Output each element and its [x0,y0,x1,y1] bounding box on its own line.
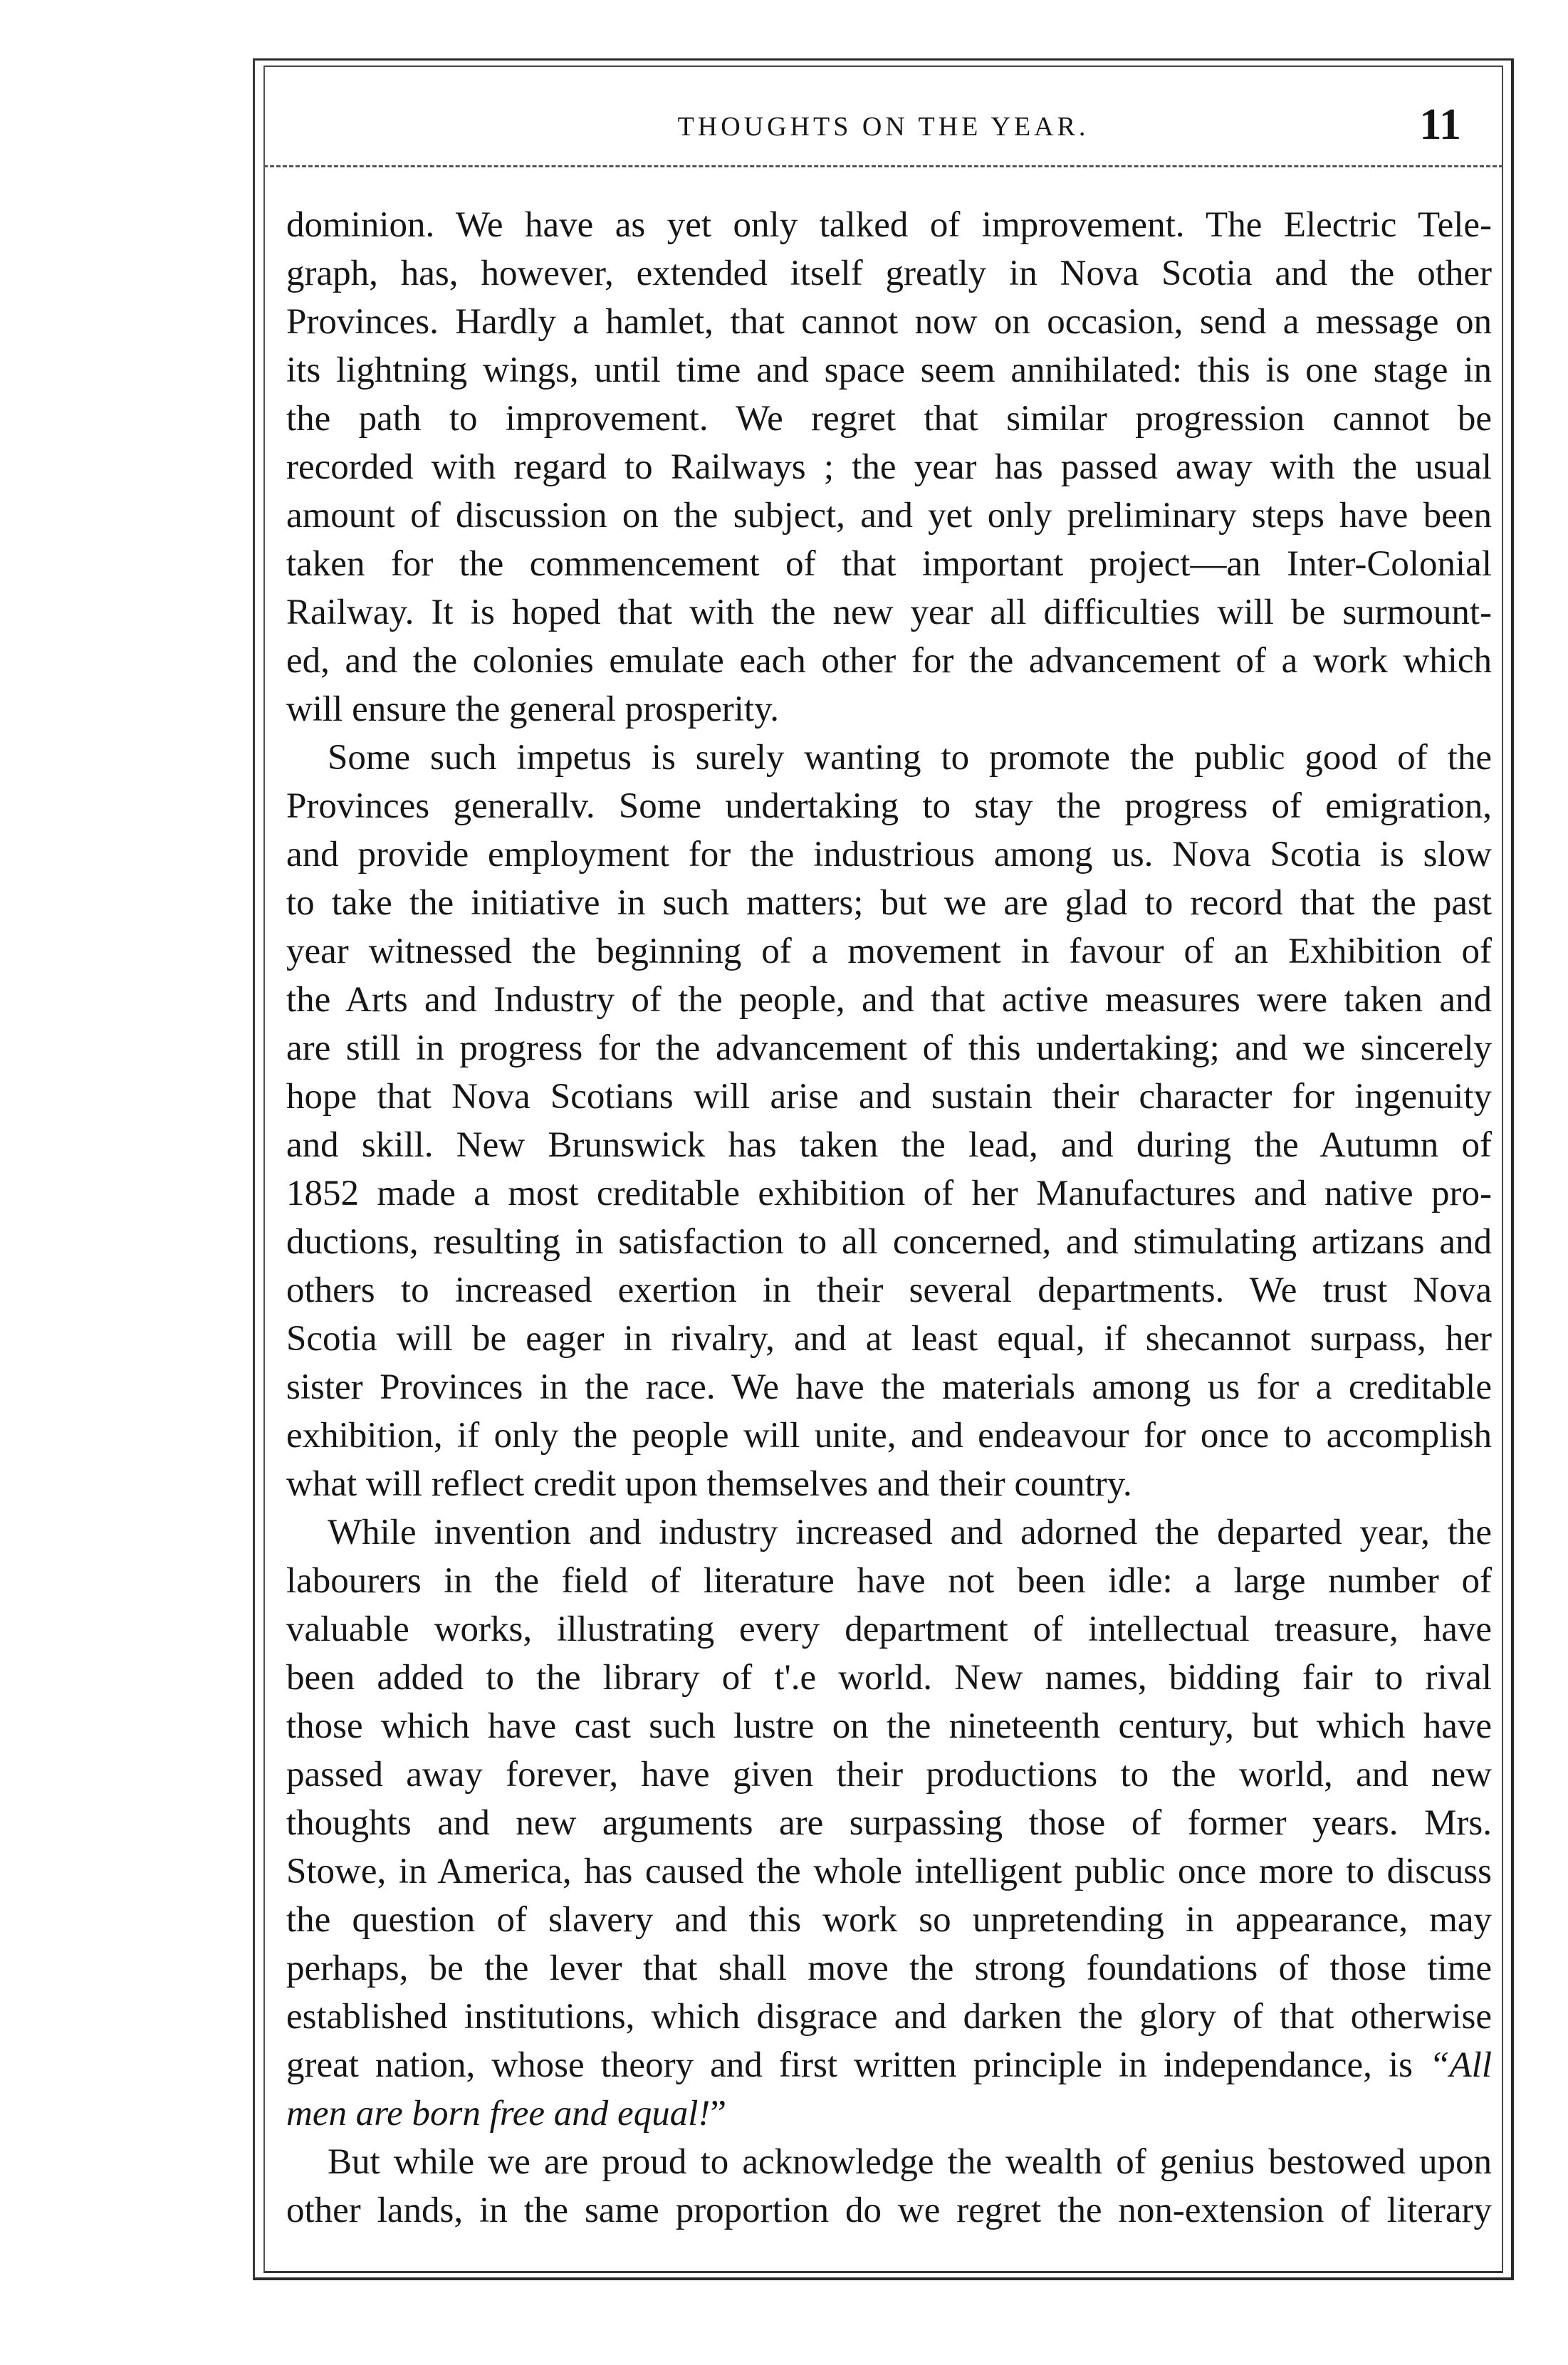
text-line: dominion. We have as yet only talked of improvement. The Electric Tele- [286,205,1492,245]
text-line: Some such impetus is surely wanting to promote the public good of the [328,738,1492,778]
text-line: are still in progress for the advancement of this undertaking; and we sincerely [286,1028,1492,1068]
page-number: 11 [1419,100,1461,149]
text-line: ductions, resulting in satisfaction to all concerned, and stimulating artizans and [286,1222,1492,1262]
text-line: amount of discussion on the subject, and yet only preliminary steps have been [286,496,1492,536]
text-line: been added to the library of t'.e world. New names, bidding fair to rival [286,1658,1492,1698]
text-line: labourers in the field of literature have not been idle: a large number of [286,1561,1492,1601]
text-line: recorded with regard to Railways ; the year has passed away with the usual [286,447,1492,487]
text-line: will ensure the general prosperity. [286,689,780,729]
text-line-with-quote [286,2041,1492,2089]
text-line: Stowe, in America, has caused the whole intelligent public once more to discuss [286,1852,1492,1891]
text-line: taken for the commencement of that important project—an Inter-Colonial [286,544,1492,584]
text-line: hope that Nova Scotians will arise and sustain their character for ingenuity [286,1077,1492,1117]
text-line: others to increased exertion in their several departments. We trust Nova [286,1270,1492,1310]
text-line: what will reflect credit upon themselves and their country. [286,1464,1132,1504]
text-line: Railway. It is hoped that with the new year all difficulties will be surmount- [286,592,1492,632]
text-line: the Arts and Industry of the people, and that active measures were taken and [286,980,1492,1020]
text-line: Provinces. Hardly a hamlet, that cannot now on occasion, send a message on [286,302,1492,342]
text-line: 1852 made a most creditable exhibition of her Manufactures and native pro- [286,1174,1492,1213]
text-line: Provinces generallv. Some undertaking to stay the progress of emigration, [286,786,1492,826]
text-line: to take the initiative in such matters; but we are glad to record that the past [286,883,1492,923]
text-line: sister Provinces in the race. We have the materials among us for a creditable [286,1367,1492,1407]
header-rule [263,165,1503,167]
text-line: established institutions, which disgrace and darken the glory of that otherwise [286,1997,1492,2037]
text-line: While invention and industry increased and adorned the departed year, the [328,1513,1492,1552]
italic-quote-line [286,2089,1492,2138]
text-line: graph, has, however, extended itself greatly in Nova Scotia and the other [286,254,1492,293]
text-line: valuable works, illustrating every department of intellectual treasure, have [286,1609,1492,1649]
italic-quote-open: “All [1429,2045,1492,2085]
quote-close: ” [710,2094,726,2134]
running-title: THOUGHTS ON THE YEAR. [677,112,1089,142]
text-line: passed away forever, have given their productions to the world, and new [286,1755,1492,1795]
text-line: the path to improvement. We regret that similar progression cannot be [286,399,1492,439]
text-line: thoughts and new arguments are surpassing those of former years. Mrs. [286,1803,1492,1843]
text-line: and skill. New Brunswick has taken the lead, and during the Autumn of [286,1125,1492,1165]
text-line: other lands, in the same proportion do we regret the non-extension of literary [286,2191,1492,2230]
text-line: perhaps, be the lever that shall move the strong foundations of those time [286,1948,1492,1988]
text-line: But while we are proud to acknowledge the wealth of genius bestowed upon [328,2142,1492,2182]
italic-quote: men are born free and equal! [286,2094,711,2134]
text-line: and provide employment for the industrious among us. Nova Scotia is slow [286,835,1492,875]
text-line-fragment: great nation, whose theory and first written principle in independance, is [286,2045,1413,2085]
text-line: its lightning wings, until time and space seem annihilated: this is one stage in [286,350,1492,390]
text-line: those which have cast such lustre on the nineteenth century, but which have [286,1706,1492,1746]
text-line: Scotia will be eager in rivalry, and at least equal, if shecannot surpass, her [286,1319,1492,1359]
text-line: year witnessed the beginning of a movement in favour of an Exhibition of [286,931,1492,971]
text-line: the question of slavery and this work so unpretending in appearance, may [286,1900,1492,1940]
text-line: ed, and the colonies emulate each other for the advancement of a work which [286,641,1492,681]
body-text [286,201,1492,2235]
text-line: exhibition, if only the people will unite, and endeavour for once to accomplish [286,1416,1492,1456]
